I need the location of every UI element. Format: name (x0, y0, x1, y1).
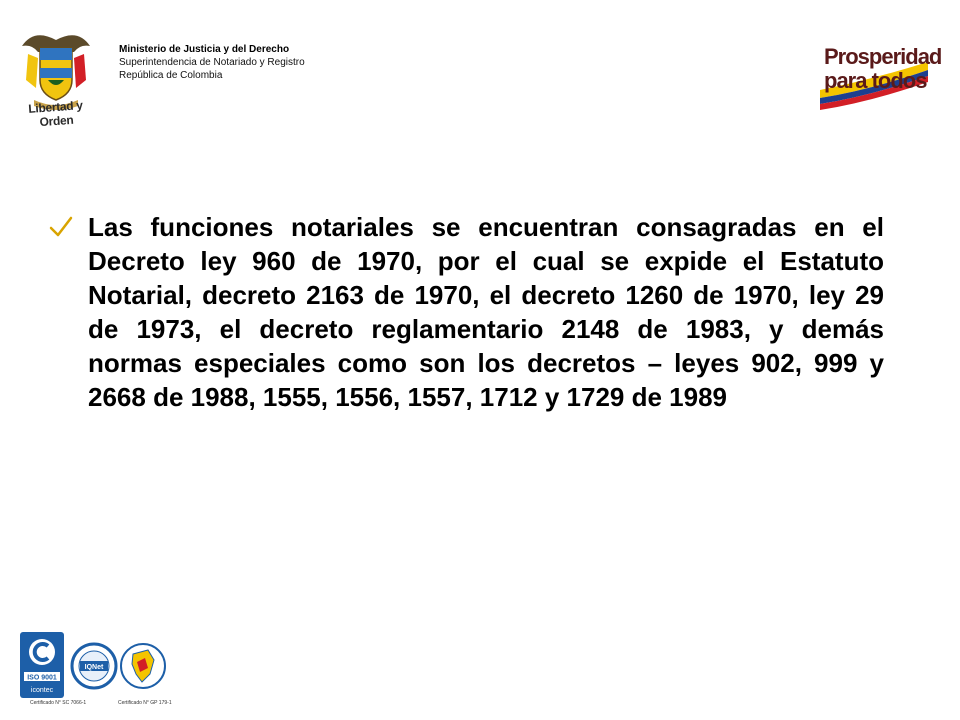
coat-of-arms-caption: Libertad y Orden (27, 98, 84, 130)
brand-line1: Prosperidad (824, 44, 942, 69)
ministry-name: Ministerio de Justicia y del Derecho (119, 44, 290, 55)
iso-9001-badge (20, 632, 64, 698)
iso-label: ISO 9001 (27, 674, 57, 682)
cert-caption-1: Certificado N° SC 7066-1 (30, 700, 87, 706)
country-name: República de Colombia (119, 70, 223, 81)
iqnet-badge (72, 644, 116, 688)
iqnet-label: IQNet (84, 664, 104, 671)
colombia-map-badge (121, 644, 165, 688)
main-paragraph: Las funciones notariales se encuentran consagradas en el Decreto ley 960 de 1970, por el cual se expide el Estatuto Notarial, decreto 2163 de 1970, el decreto 1260 de 1970, ley 29 de 1973, el decreto reglamentario 2148 de 1983, y demás normas especiales como son los decretos – leyes 902, 999 y 2668 de 1988, 1555, 1556, 1557, 1712 y 1729 de 1989 (88, 212, 884, 412)
iso-org: icontec (30, 687, 54, 694)
cert-caption-2: Certificado N° GP 179-1 (118, 700, 172, 706)
prosperidad-logo (820, 40, 942, 110)
ministry-header (119, 43, 305, 82)
checkmark-icon (48, 214, 74, 240)
brand-line2: para todos (824, 68, 927, 93)
superintendency-name: Superintendencia de Notariado y Registro (119, 57, 305, 68)
certification-badges (18, 630, 168, 710)
